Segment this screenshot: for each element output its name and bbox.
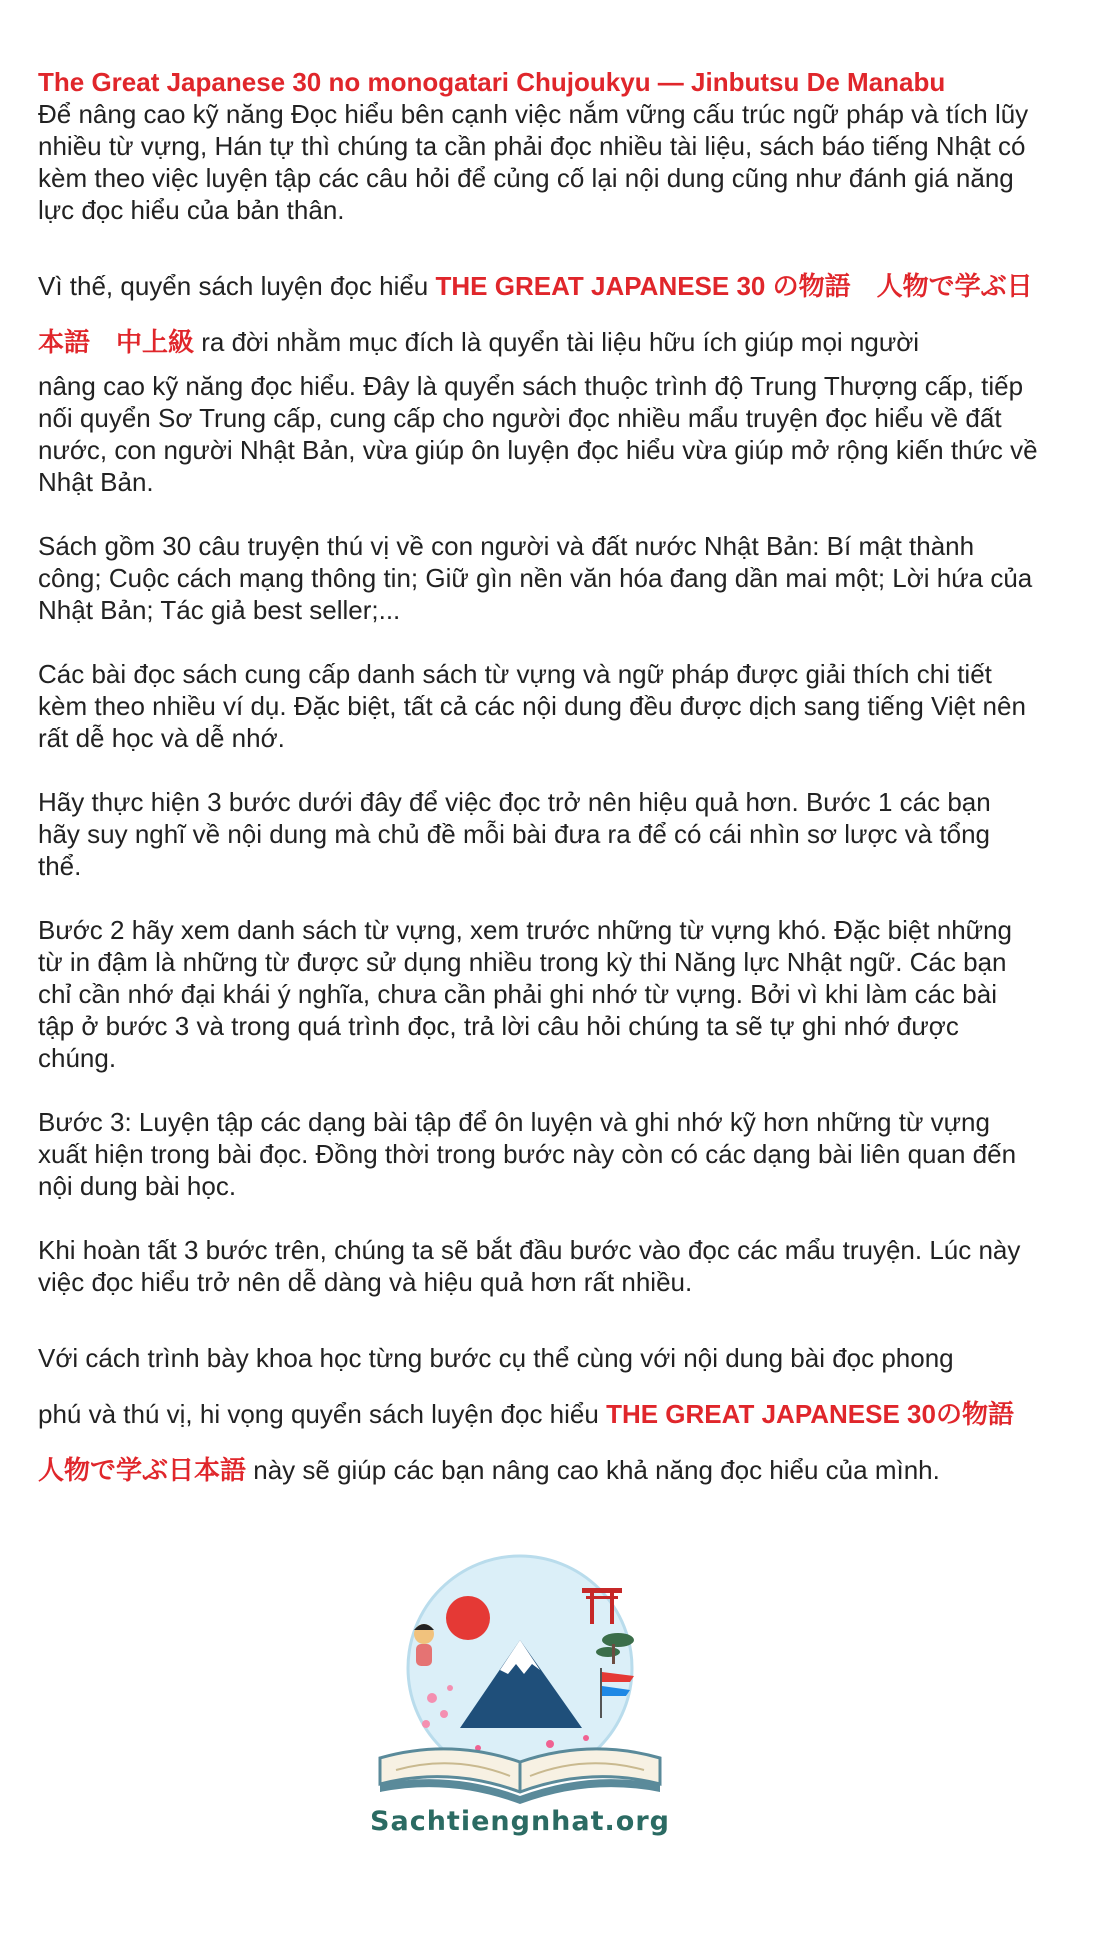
paragraph-vocab: Các bài đọc sách cung cấp danh sách từ vựng và ngữ pháp được giải thích chi tiết kèm theo nhiều ví dụ. Đặc biệt, tất cả các nội dung đều được dịch sang tiếng Việt nên rất dễ học và dễ nhớ.: [38, 659, 1026, 753]
paragraph-step-2: Bước 2 hãy xem danh sách từ vựng, xem trước những từ vựng khó. Đặc biệt những từ in đậm là những từ được sử dụng nhiều trong kỳ thi Năng lực Nhật ngữ. Các bạn chỉ cần nhớ đại khái ý nghĩa, chưa cần phải ghi nhớ từ vựng. Bởi vì khi làm các bài tập ở bước 3 và trong quá trình đọc, trả lời câu hỏi chúng ta sẽ tự ghi nhớ được chúng.: [38, 915, 1013, 1073]
book-title-highlight: THE GREAT JAPANESE 30 の物語 人物で学ぶ日本語 中上級: [38, 271, 1033, 357]
paragraph-intro: Để nâng cao kỹ năng Đọc hiểu bên cạnh việc nắm vững cấu trúc ngữ pháp và tích lũy nhiều từ vựng, Hán tự thì chúng ta cần phải đọc nhiều tài liệu, sách báo tiếng Nhật có kèm theo việc luyện tập các câu hỏi để củng cố lại nội dung cũng như đánh giá năng lực đọc hiểu của bản thân.: [38, 99, 1029, 225]
article-title: The Great Japanese 30 no monogatari Chujoukyu — Jinbutsu De Manabu: [38, 67, 946, 97]
paragraph-conclusion-tail: này sẽ giúp các bạn nâng cao khả năng đọc hiểu của mình.: [246, 1455, 940, 1485]
paragraph-book-intro-tail: ra đời nhằm mục đích là quyển tài liệu hữu ích giúp mọi người: [194, 327, 920, 357]
mount-fuji-book-icon: [350, 1548, 690, 1808]
paragraph-conclusion-line-1: Với cách trình bày khoa học từng bước cụ thể cùng với nội dung bài đọc phong: [38, 1343, 954, 1373]
site-logo: [350, 1548, 690, 1858]
paragraph-conclusion: [38, 1330, 1038, 1498]
paragraph-step-1: Hãy thực hiện 3 bước dưới đây để việc đọc trở nên hiệu quả hơn. Bước 1 các bạn hãy suy nghĩ về nội dung mà chủ đề mỗi bài đưa ra để có cái nhìn sơ lược và tổng thể.: [38, 787, 991, 881]
paragraph-finish: Khi hoàn tất 3 bước trên, chúng ta sẽ bắt đầu bước vào đọc các mẩu truyện. Lúc này việc đọc hiểu trở nên dễ dàng và hiệu quả hơn rất nhiều.: [38, 1235, 1021, 1297]
book-title-highlight-2: THE GREAT JAPANESE 30の物語 人物で学ぶ日本語: [38, 1399, 1040, 1485]
logo-text: Sachtiengnhat.org: [370, 1806, 670, 1837]
paragraph-step-3: Bước 3: Luyện tập các dạng bài tập để ôn luyện và ghi nhớ kỹ hơn những từ vựng xuất hiện trong bài đọc. Đồng thời trong bước này còn có các dạng bài liên quan đến nội dung bài học.: [38, 1107, 1017, 1201]
paragraph-book-intro-lead: Vì thế, quyển sách luyện đọc hiểu: [38, 271, 436, 301]
paragraph-book-level: nâng cao kỹ năng đọc hiểu. Đây là quyển sách thuộc trình độ Trung Thượng cấp, tiếp nối quyển Sơ Trung cấp, cung cấp cho người đọc nhiều mẩu truyện đọc hiểu về đất nước, con người Nhật Bản, vừa giúp ôn luyện đọc hiểu vừa giúp mở rộng kiến thức về Nhật Bản.: [38, 371, 1038, 497]
paragraph-conclusion-lead: phú và thú vị, hi vọng quyển sách luyện đọc hiểu: [38, 1399, 607, 1429]
paragraph-contents: Sách gồm 30 câu truyện thú vị về con người và đất nước Nhật Bản: Bí mật thành công; Cuộc cách mạng thông tin; Giữ gìn nền văn hóa đang dần mai một; Lời hứa của Nhật Bản; Tác giả best seller;...: [38, 531, 1033, 625]
article: [38, 66, 1038, 1498]
paragraph-book-intro: [38, 258, 1038, 370]
